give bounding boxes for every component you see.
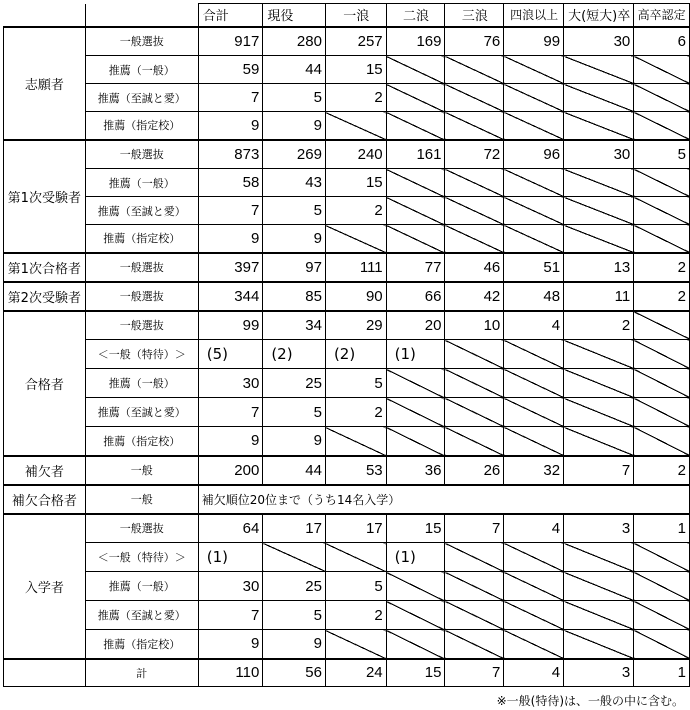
cell: 43 — [263, 169, 326, 197]
empty-cell — [445, 84, 504, 112]
empty-cell — [386, 197, 445, 225]
cell: 15 — [325, 56, 386, 84]
empty-cell — [386, 630, 445, 659]
empty-cell — [564, 601, 634, 630]
cell: (1) — [386, 340, 445, 369]
empty-cell — [634, 225, 690, 253]
empty-cell — [325, 225, 386, 253]
cell: 58 — [198, 169, 263, 197]
cell: 90 — [325, 282, 386, 311]
cell: 42 — [445, 282, 504, 311]
cell: 36 — [386, 456, 445, 485]
cell: 53 — [325, 456, 386, 485]
empty-cell — [634, 197, 690, 225]
col-header: 三浪 — [445, 4, 504, 27]
empty-cell — [386, 398, 445, 427]
group-label: 入学者 — [4, 514, 86, 659]
cell: 9 — [198, 630, 263, 659]
row-label: 一般 — [85, 456, 198, 485]
table-row — [4, 56, 690, 84]
empty-cell — [386, 601, 445, 630]
cell: 9 — [263, 112, 326, 140]
cell: 97 — [263, 253, 326, 282]
row-label: 推薦（一般） — [85, 56, 198, 84]
cell: 5 — [325, 369, 386, 398]
empty-cell — [504, 112, 564, 140]
empty-cell — [504, 398, 564, 427]
table-row — [4, 543, 690, 572]
empty-cell — [386, 369, 445, 398]
cell: 76 — [445, 27, 504, 56]
empty-cell — [564, 369, 634, 398]
cell: 7 — [198, 398, 263, 427]
empty-cell — [564, 427, 634, 456]
empty-cell — [445, 427, 504, 456]
cell: 2 — [325, 601, 386, 630]
cell: 397 — [198, 253, 263, 282]
empty-cell — [634, 543, 690, 572]
row-label: 推薦（至誠と愛） — [85, 197, 198, 225]
cell: 5 — [263, 601, 326, 630]
empty-cell — [634, 630, 690, 659]
empty-cell — [445, 112, 504, 140]
cell: 9 — [263, 427, 326, 456]
cell: (2) — [263, 340, 326, 369]
empty-cell — [564, 398, 634, 427]
cell: 15 — [386, 659, 445, 687]
cell: 9 — [198, 225, 263, 253]
cell: 25 — [263, 572, 326, 601]
cell: 64 — [198, 514, 263, 543]
empty-cell — [634, 311, 690, 340]
table-row — [4, 311, 690, 340]
cell: 9 — [263, 225, 326, 253]
col-header: 二浪 — [386, 4, 445, 27]
empty-cell — [504, 369, 564, 398]
row-label: 一般 — [85, 485, 198, 514]
table-row — [4, 27, 690, 56]
empty-cell — [445, 572, 504, 601]
cell: 30 — [564, 27, 634, 56]
empty-cell — [445, 369, 504, 398]
empty-cell — [634, 572, 690, 601]
empty-cell — [325, 427, 386, 456]
empty-cell — [564, 630, 634, 659]
cell: 161 — [386, 140, 445, 169]
cell: 77 — [386, 253, 445, 282]
table-row — [4, 225, 690, 253]
empty-cell — [504, 543, 564, 572]
empty-cell — [445, 398, 504, 427]
cell: 110 — [198, 659, 263, 687]
empty-cell — [504, 169, 564, 197]
row-label: 推薦（一般） — [85, 572, 198, 601]
cell: 7 — [445, 514, 504, 543]
cell: 2 — [325, 398, 386, 427]
cell: 30 — [198, 369, 263, 398]
cell: 26 — [445, 456, 504, 485]
col-header: 現役 — [263, 4, 326, 27]
cell: 85 — [263, 282, 326, 311]
empty-cell — [445, 601, 504, 630]
cell: 2 — [325, 197, 386, 225]
empty-cell — [564, 112, 634, 140]
empty-cell — [325, 630, 386, 659]
cell: 5 — [325, 572, 386, 601]
empty-cell — [386, 225, 445, 253]
cell: 5 — [634, 140, 690, 169]
empty-cell — [564, 572, 634, 601]
empty-cell — [564, 543, 634, 572]
empty-cell — [504, 225, 564, 253]
cell: 2 — [634, 456, 690, 485]
cell: 9 — [198, 112, 263, 140]
row-label: 推薦（一般） — [85, 169, 198, 197]
row-label: 推薦（至誠と愛） — [85, 601, 198, 630]
table-row — [4, 456, 690, 485]
empty-cell — [564, 197, 634, 225]
cell: 13 — [564, 253, 634, 282]
empty-cell — [325, 112, 386, 140]
row-label: 推薦（指定校） — [85, 630, 198, 659]
table-row — [4, 601, 690, 630]
group-label: 第2次受験者 — [4, 282, 86, 311]
group-label: 第1次合格者 — [4, 253, 86, 282]
cell: 2 — [634, 253, 690, 282]
table-row — [4, 169, 690, 197]
cell: 25 — [263, 369, 326, 398]
row-label: 一般選抜 — [85, 140, 198, 169]
cell: 5 — [263, 197, 326, 225]
empty-cell — [504, 572, 564, 601]
cell: 280 — [263, 27, 326, 56]
empty-cell — [634, 56, 690, 84]
table-row — [4, 197, 690, 225]
cell: 10 — [445, 311, 504, 340]
cell: 1 — [634, 514, 690, 543]
empty-cell — [504, 84, 564, 112]
empty-cell — [445, 225, 504, 253]
empty-cell — [445, 630, 504, 659]
cell: 51 — [504, 253, 564, 282]
col-header: 四浪以上 — [504, 4, 564, 27]
row-label: 推薦（至誠と愛） — [85, 398, 198, 427]
cell: 257 — [325, 27, 386, 56]
empty-cell — [445, 340, 504, 369]
col-header: 大(短大)卒 — [564, 4, 634, 27]
cell: 2 — [634, 282, 690, 311]
cell: 17 — [325, 514, 386, 543]
cell: 48 — [504, 282, 564, 311]
cell: (5) — [198, 340, 263, 369]
cell: 240 — [325, 140, 386, 169]
cell: 11 — [564, 282, 634, 311]
table-row — [4, 572, 690, 601]
row-label: 一般選抜 — [85, 253, 198, 282]
cell: 99 — [504, 27, 564, 56]
cell: 344 — [198, 282, 263, 311]
row-label: ＜一般（特待）＞ — [85, 543, 198, 572]
cell: 15 — [325, 169, 386, 197]
cell: 34 — [263, 311, 326, 340]
empty-cell — [634, 169, 690, 197]
cell: 99 — [198, 311, 263, 340]
empty-cell — [564, 169, 634, 197]
row-label: 推薦（指定校） — [85, 112, 198, 140]
footnote: ※一般(特待)は、一般の中に含む。 — [496, 694, 684, 708]
cell: 169 — [386, 27, 445, 56]
empty-cell — [564, 225, 634, 253]
row-label: 推薦（至誠と愛） — [85, 84, 198, 112]
row-label: 一般選抜 — [85, 27, 198, 56]
cell: 3 — [564, 514, 634, 543]
cell: 873 — [198, 140, 263, 169]
cell: 20 — [386, 311, 445, 340]
table-row — [4, 282, 690, 311]
table-row — [4, 340, 690, 369]
cell: 32 — [504, 456, 564, 485]
empty-cell — [634, 340, 690, 369]
row-label: 計 — [85, 659, 198, 687]
cell: 269 — [263, 140, 326, 169]
empty-cell — [445, 197, 504, 225]
admissions-table — [3, 3, 690, 687]
group-label: 補欠合格者 — [4, 485, 86, 514]
table-row — [4, 112, 690, 140]
cell: 7 — [445, 659, 504, 687]
cell: 4 — [504, 659, 564, 687]
table-row — [4, 485, 690, 514]
cell: 917 — [198, 27, 263, 56]
cell: 46 — [445, 253, 504, 282]
header-row — [4, 4, 690, 27]
cell: (2) — [325, 340, 386, 369]
empty-cell — [504, 427, 564, 456]
table-row — [4, 514, 690, 543]
cell: 66 — [386, 282, 445, 311]
cell: 44 — [263, 456, 326, 485]
cell: 15 — [386, 514, 445, 543]
cell: (1) — [198, 543, 263, 572]
cell: 5 — [263, 398, 326, 427]
cell: 7 — [564, 456, 634, 485]
empty-cell — [386, 427, 445, 456]
empty-cell — [445, 56, 504, 84]
row-label: ＜一般（特待）＞ — [85, 340, 198, 369]
empty-cell — [325, 543, 386, 572]
col-header: 合計 — [198, 4, 263, 27]
empty-cell — [634, 398, 690, 427]
cell: 6 — [634, 27, 690, 56]
cell: 1 — [634, 659, 690, 687]
waitlist-note: 補欠順位20位まで（うち14名入学） — [198, 485, 689, 514]
cell: 3 — [564, 659, 634, 687]
empty-cell — [634, 427, 690, 456]
empty-cell — [386, 84, 445, 112]
table-row — [4, 369, 690, 398]
empty-cell — [634, 112, 690, 140]
cell: 29 — [325, 311, 386, 340]
empty-cell — [504, 601, 564, 630]
cell: 5 — [263, 84, 326, 112]
table-row — [4, 253, 690, 282]
empty-cell — [504, 56, 564, 84]
table-row — [4, 630, 690, 659]
row-label: 一般選抜 — [85, 311, 198, 340]
cell: 200 — [198, 456, 263, 485]
col-header: 高卒認定 — [634, 4, 690, 27]
empty-cell — [445, 169, 504, 197]
row-label: 一般選抜 — [85, 514, 198, 543]
empty-cell — [564, 84, 634, 112]
empty-cell — [263, 543, 326, 572]
group-label: 第1次受験者 — [4, 140, 86, 253]
cell: 59 — [198, 56, 263, 84]
empty-cell — [386, 572, 445, 601]
empty-cell — [504, 630, 564, 659]
row-label: 推薦（指定校） — [85, 427, 198, 456]
cell: 24 — [325, 659, 386, 687]
empty-cell — [4, 659, 86, 687]
cell: 111 — [325, 253, 386, 282]
cell: 4 — [504, 311, 564, 340]
cell: 96 — [504, 140, 564, 169]
cell: 56 — [263, 659, 326, 687]
row-label: 推薦（指定校） — [85, 225, 198, 253]
cell: 17 — [263, 514, 326, 543]
empty-cell — [634, 369, 690, 398]
cell: 30 — [564, 140, 634, 169]
cell: 7 — [198, 197, 263, 225]
row-label: 一般選抜 — [85, 282, 198, 311]
empty-cell — [634, 84, 690, 112]
cell: 2 — [564, 311, 634, 340]
cell: 30 — [198, 572, 263, 601]
empty-cell — [634, 601, 690, 630]
col-header: 一浪 — [325, 4, 386, 27]
cell: 7 — [198, 601, 263, 630]
empty-cell — [564, 340, 634, 369]
cell: 7 — [198, 84, 263, 112]
table-row — [4, 398, 690, 427]
empty-cell — [564, 56, 634, 84]
group-label: 補欠者 — [4, 456, 86, 485]
group-label: 合格者 — [4, 311, 86, 456]
empty-cell — [445, 543, 504, 572]
empty-cell — [386, 112, 445, 140]
group-label: 志願者 — [4, 27, 86, 140]
empty-cell — [504, 340, 564, 369]
table-row — [4, 427, 690, 456]
cell: 9 — [263, 630, 326, 659]
table-row — [4, 84, 690, 112]
cell: 72 — [445, 140, 504, 169]
row-label: 推薦（一般） — [85, 369, 198, 398]
cell: 4 — [504, 514, 564, 543]
cell: (1) — [386, 543, 445, 572]
empty-cell — [386, 169, 445, 197]
table-row — [4, 140, 690, 169]
cell: 44 — [263, 56, 326, 84]
total-row — [4, 659, 690, 687]
cell: 9 — [198, 427, 263, 456]
empty-cell — [386, 56, 445, 84]
empty-cell — [504, 197, 564, 225]
cell: 2 — [325, 84, 386, 112]
